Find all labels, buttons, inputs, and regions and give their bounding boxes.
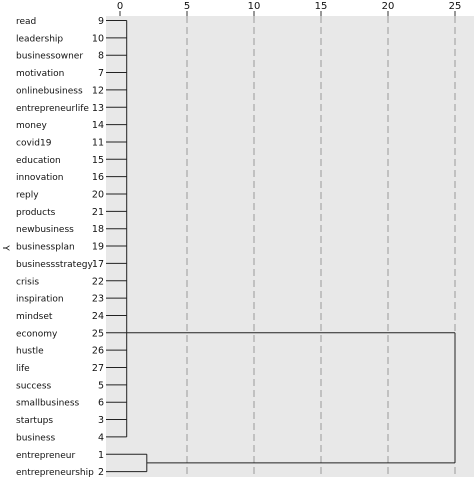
leaf-case-number: 26 [91, 345, 104, 357]
leaf-case-number: 2 [97, 467, 104, 477]
x-axis-ticks [117, 1, 462, 16]
leaf-case-number: 7 [97, 68, 104, 80]
leaf-label: money [16, 121, 47, 132]
leaf-case-number: 8 [97, 50, 104, 62]
leaf-label: leadership [16, 34, 64, 45]
x-tick-label: 5 [183, 1, 191, 12]
leaf-label: economy [16, 329, 58, 340]
leaf-label: businessstrategy [16, 259, 93, 270]
leaf-label: read [16, 17, 37, 27]
leaf-label: entrepreneurship [16, 468, 94, 477]
leaf-case-number: 23 [91, 293, 104, 305]
leaf-case-number: 5 [97, 380, 104, 392]
leaf-label: entrepreneurlife [16, 103, 89, 114]
leaf-case-number: 18 [91, 224, 104, 236]
leaf-case-number: 19 [91, 241, 104, 253]
leaf-label: hustle [16, 346, 44, 357]
leaf-label: entrepreneur [16, 450, 76, 461]
leaf-label: businessowner [16, 51, 84, 62]
leaf-label: education [16, 155, 61, 166]
leaf-label: success [16, 381, 52, 392]
leaf-case-number: 11 [91, 137, 104, 149]
leaf-label: innovation [16, 173, 64, 184]
leaf-label: startups [16, 416, 54, 427]
leaf-case-number: 6 [97, 397, 104, 409]
leaf-label: covid19 [16, 138, 52, 149]
leaf-case-number: 15 [91, 154, 104, 166]
leaf-case-number: 25 [91, 328, 104, 340]
x-tick-label: 0 [116, 1, 124, 12]
leaf-label: smallbusiness [16, 398, 80, 409]
leaf-case-number: 10 [91, 33, 104, 45]
leaf-label: inspiration [16, 294, 64, 305]
leaf-case-number: 24 [91, 310, 104, 322]
leaf-label: businessplan [16, 242, 75, 253]
leaf-case-number: 3 [97, 415, 104, 427]
leaf-case-number: 4 [97, 432, 104, 444]
y-axis-label: Y [0, 245, 10, 251]
leaf-case-number: 16 [91, 172, 104, 184]
leaf-label: onlinebusiness [16, 86, 83, 97]
x-tick-label: 10 [247, 1, 261, 12]
leaf-case-number: 20 [91, 189, 104, 201]
leaf-case-number: 1 [97, 449, 104, 461]
leaf-label: crisis [16, 277, 40, 288]
x-tick-label: 25 [448, 1, 462, 12]
leaf-label: reply [16, 190, 39, 201]
leaf-case-number: 14 [91, 120, 104, 132]
x-tick-label: 15 [314, 1, 328, 12]
leaf-label: products [16, 207, 56, 218]
leaf-label: motivation [16, 69, 65, 80]
plot-background [106, 16, 474, 477]
leaf-case-number: 22 [91, 276, 104, 288]
leaf-case-number: 12 [91, 85, 104, 97]
leaf-case-number: 21 [91, 206, 104, 218]
leaf-label: newbusiness [16, 225, 74, 236]
leaf-case-number: 9 [97, 16, 104, 27]
leaf-case-number: 27 [91, 363, 104, 374]
x-tick-label: 20 [381, 1, 395, 12]
leaf-label: life [16, 364, 30, 374]
leaf-case-number: 13 [91, 102, 104, 114]
leaf-label: mindset [16, 311, 53, 322]
leaf-labels [16, 16, 104, 477]
leaf-case-number: 17 [91, 258, 104, 270]
leaf-label: business [16, 433, 56, 444]
